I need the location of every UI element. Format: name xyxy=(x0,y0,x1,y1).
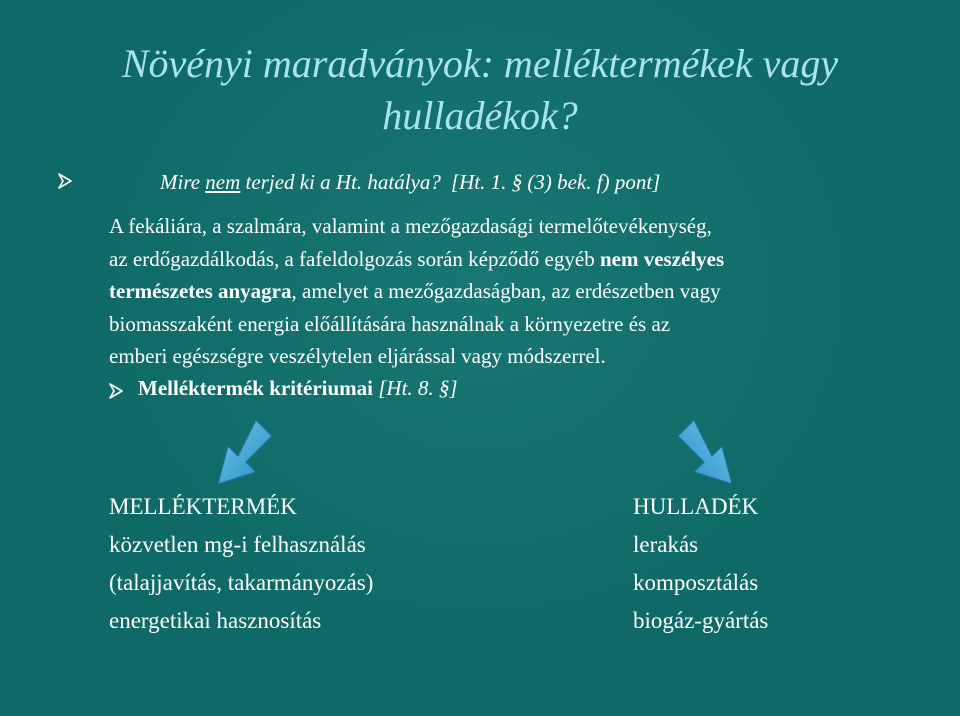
arrow-down-left-icon xyxy=(210,418,282,495)
para-line-3-plain: , amelyet a mezőgazdaságban, az erdészetben vagy xyxy=(291,279,721,303)
bullet1-suffix: terjed ki a Ht. hatálya? xyxy=(240,170,441,194)
byproduct-column xyxy=(109,488,373,640)
title-line-1: Növényi maradványok: melléktermékek vagy xyxy=(121,41,839,86)
para-line-2-bold: nem veszélyes xyxy=(599,246,725,271)
para-line-1: A fekáliára, a szalmára, valamint a mezőgazdasági termelőtevékenység, xyxy=(109,214,712,238)
bullet1-reference: [Ht. 1. § (3) bek. f) pont] xyxy=(450,170,661,194)
para-line-2-plain: az erdőgazdálkodás, a fafeldolgozás során képződő egyéb xyxy=(109,246,600,271)
bullet1-prefix: Mire xyxy=(160,170,206,194)
arrowhead-bullet-icon xyxy=(109,383,123,404)
arrowhead-bullet-icon xyxy=(58,173,72,194)
waste-column xyxy=(633,488,768,640)
byproduct-heading: MELLÉKTERMÉK xyxy=(109,494,297,519)
bullet1-underlined: nem xyxy=(205,170,241,194)
waste-heading: HULLADÉK xyxy=(633,494,759,519)
byproduct-item: energetikai hasznosítás xyxy=(109,608,322,633)
para-line-2 xyxy=(109,243,909,276)
bullet2-reference: [Ht. 8. §] xyxy=(373,376,458,400)
bullet-scope-question xyxy=(160,170,660,195)
bullet-byproduct-criteria xyxy=(138,376,458,401)
para-line-3 xyxy=(109,275,909,308)
para-line-3-bold: természetes anyagra xyxy=(109,279,292,303)
waste-item: komposztálás xyxy=(633,570,759,595)
scope-paragraph xyxy=(109,210,909,373)
para-line-4: biomasszaként energia előállítására használnak a környezetre és az xyxy=(109,311,671,336)
arrow-down-right-icon xyxy=(668,418,740,495)
title-line-2: hulladékok? xyxy=(382,93,578,138)
para-line-5: emberi egészségre veszélytelen eljárással vagy módszerrel. xyxy=(109,344,606,368)
bullet2-bold: Melléktermék kritériumai xyxy=(138,376,373,400)
waste-item: biogáz-gyártás xyxy=(633,608,769,633)
waste-item: lerakás xyxy=(633,532,699,557)
slide-title xyxy=(40,38,920,142)
byproduct-item: közvetlen mg-i felhasználás xyxy=(109,532,366,557)
byproduct-item: (talajjavítás, takarmányozás) xyxy=(109,570,374,595)
